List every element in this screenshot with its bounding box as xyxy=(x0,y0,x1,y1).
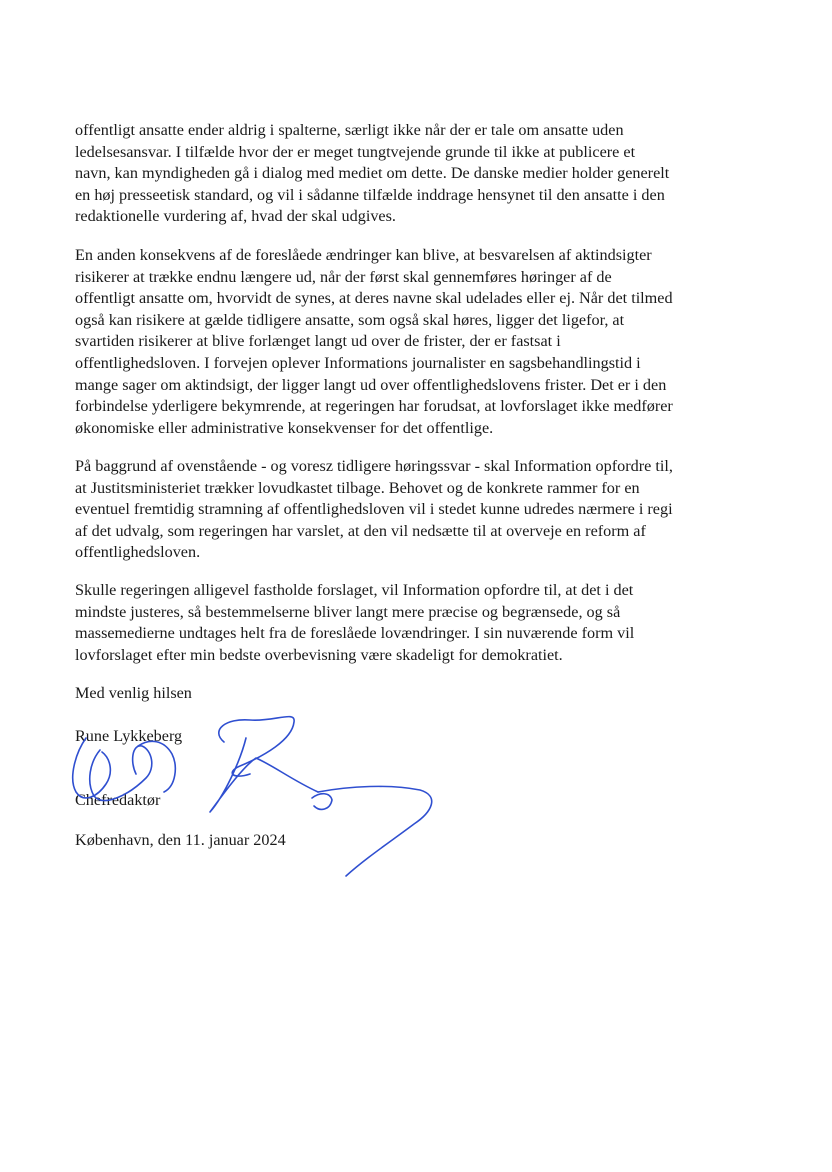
paragraph-2: En anden konsekvens af de foreslåede ændringer kan blive, at besvarelsen af aktindsigter risikerer at trække endnu længere ud, når der først skal gennemføres høringer af de offentligt ansatte om, hvorvidt de synes, at deres navne skal udelades eller ej. Når det tilmed også kan risikere at gælde tidligere ansatte, som også skal høres, ligger det ligefor, at svartiden risikerer at blive forlænget langt ud over de frister, der er fastsat i offentlighedsloven. I forvejen oplever Informations journalister en sagsbehandlingstid i mange sager om aktindsigt, der ligger langt ud over offentlighedslovens frister. Det er i den forbindelse yderligere bekymrende, at regeringen har forudsat, at lovforslaget ikke medfører økonomiske eller administrative konsekvenser for det offentlige. xyxy=(75,246,673,437)
signature-stroke-diagonal xyxy=(210,738,318,812)
place-and-date: København, den 11. januar 2024 xyxy=(75,831,286,849)
paragraph-3: På baggrund af ovenstående - og voresz tidligere høringssvar - skal Information opfordre til, at Justitsministeriet trækker lovudkastet tilbage. Behovet og de konkrete rammer for en eventuel fremtidig stramning af offentlighedsloven vil i stedet kunne udredes nærmere i regi af det udvalg, som regeringen har varslet, at den vil nedsætte til at overveje en reform af offentlighedsloven. xyxy=(75,457,673,562)
signature-stroke-curl xyxy=(312,794,332,810)
closing-salutation: Med venlig hilsen xyxy=(75,684,192,702)
signer-title: Chefredaktør xyxy=(75,791,161,809)
handwritten-signature xyxy=(60,700,460,890)
paragraph-1: offentligt ansatte ender aldrig i spalterne, særligt ikke når der er tale om ansatte uden ledelsesansvar. I tilfælde hvor der er meget tungtvejende grunde til ikke at publicere et navn, kan myndigheden gå i dialog med mediet om dette. De danske medier holder generelt en høj presseetisk standard, og vil i sådanne tilfælde inddrage hensynet til den ansatte i den redaktionelle vurdering af, hvad der skal udgives. xyxy=(75,121,670,226)
paragraph-4: Skulle regeringen alligevel fastholde forslaget, vil Information opfordre til, at det i det mindste justeres, så bestemmelserne bliver langt mere præcise og begrænsede, og så massemedierne undtages helt fra de foreslåede lovændringer. I sin nuværende form vil lovforslaget efter min bedste overbevisning være skadeligt for demokratiet. xyxy=(75,581,635,664)
signature-stroke-left-3 xyxy=(138,741,175,792)
signer-name: Rune Lykkeberg xyxy=(75,727,183,745)
signature-stroke-tail xyxy=(318,786,432,876)
signature-stroke-main xyxy=(219,717,294,777)
